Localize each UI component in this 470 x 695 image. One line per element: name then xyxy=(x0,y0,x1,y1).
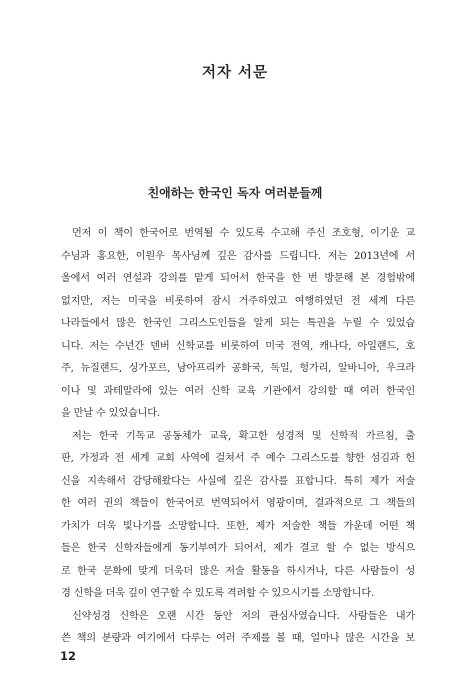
body-line: 신을 지속해서 감당해왔다는 사실에 깊은 감사를 표합니다. 특히 제가 저술 xyxy=(61,475,415,487)
body-line: 먼저 이 책이 한국어로 번역될 수 있도록 수고해 주신 조호형, 이기운 교 xyxy=(72,228,415,239)
body-line: 경 신학을 더욱 깊이 연구할 수 있도록 격려할 수 있으시기를 소망합니다. xyxy=(61,588,375,599)
body-line: 니다. 저는 수년간 덴버 신학교를 비롯하여 미국 전역, 캐나다, 아일랜드, 호 xyxy=(61,340,415,352)
body-line: 없지만, 저는 미국을 비롯하여 잠시 거주하였고 여행하였던 전 세계 다른 xyxy=(61,295,415,307)
body-line: 한 여러 권의 책들이 한국어로 번역되어서 영광이며, 결과적으로 그 책들의 xyxy=(61,498,415,509)
body-line: 신약성경 신학은 오랜 시간 동안 저의 관심사였습니다. 사람들은 내가 xyxy=(72,610,415,622)
body-line: 주, 뉴질랜드, 싱가포르, 남아프리카 공화국, 독일, 헝가리, 알바니아, 우크라 xyxy=(61,363,415,374)
body-line: 로 한국 문화에 맞게 더욱더 많은 저술 활동을 하시거나, 다른 사람들이 성 xyxy=(61,565,415,577)
body-line: 저는 한국 기독교 공동체가 교육, 확고한 성경적 및 신학적 가르침, 출 xyxy=(72,430,415,442)
body-line: 가치가 더욱 빛나기를 소망합니다. 또한, 제가 저술한 책들 가운데 어떤 책 xyxy=(61,520,415,532)
chapter-title: 저자 서문 xyxy=(201,65,269,81)
page-number: 12 xyxy=(60,649,77,663)
body-line: 을 만날 수 있었습니다. xyxy=(61,408,160,419)
body-line: 쓴 책의 분량과 여기에서 다루는 여러 주제를 볼 때, 얼마나 많은 시간을 보 xyxy=(61,633,415,644)
body-line: 나라들에서 많은 한국인 그리스도인들을 알게 되는 특권을 누릴 수 있었습 xyxy=(61,318,415,329)
body-line: 이나 및 과테말라에 있는 여러 신학 교육 기관에서 강의할 때 여러 한국인 xyxy=(61,385,415,397)
body-text xyxy=(61,223,415,651)
body-line: 들은 한국 신학자들에게 동기부여가 되어서, 제가 결코 할 수 없는 방식으 xyxy=(61,543,415,554)
body-line: 수님과 홍요한, 이원우 목사님께 깊은 감사를 드립니다. 저는 2013년에 서 xyxy=(61,250,415,262)
section-heading: 친애하는 한국인 독자 여러분들께 xyxy=(147,186,323,200)
body-line: 울에서 여러 연설과 강의를 맡게 되어서 한국을 한 번 방문해 본 경험밖에 xyxy=(61,273,415,284)
body-line: 판, 가정과 전 세계 교회 사역에 걸쳐서 주 예수 그리스도를 향한 섬김과 헌 xyxy=(61,453,415,464)
